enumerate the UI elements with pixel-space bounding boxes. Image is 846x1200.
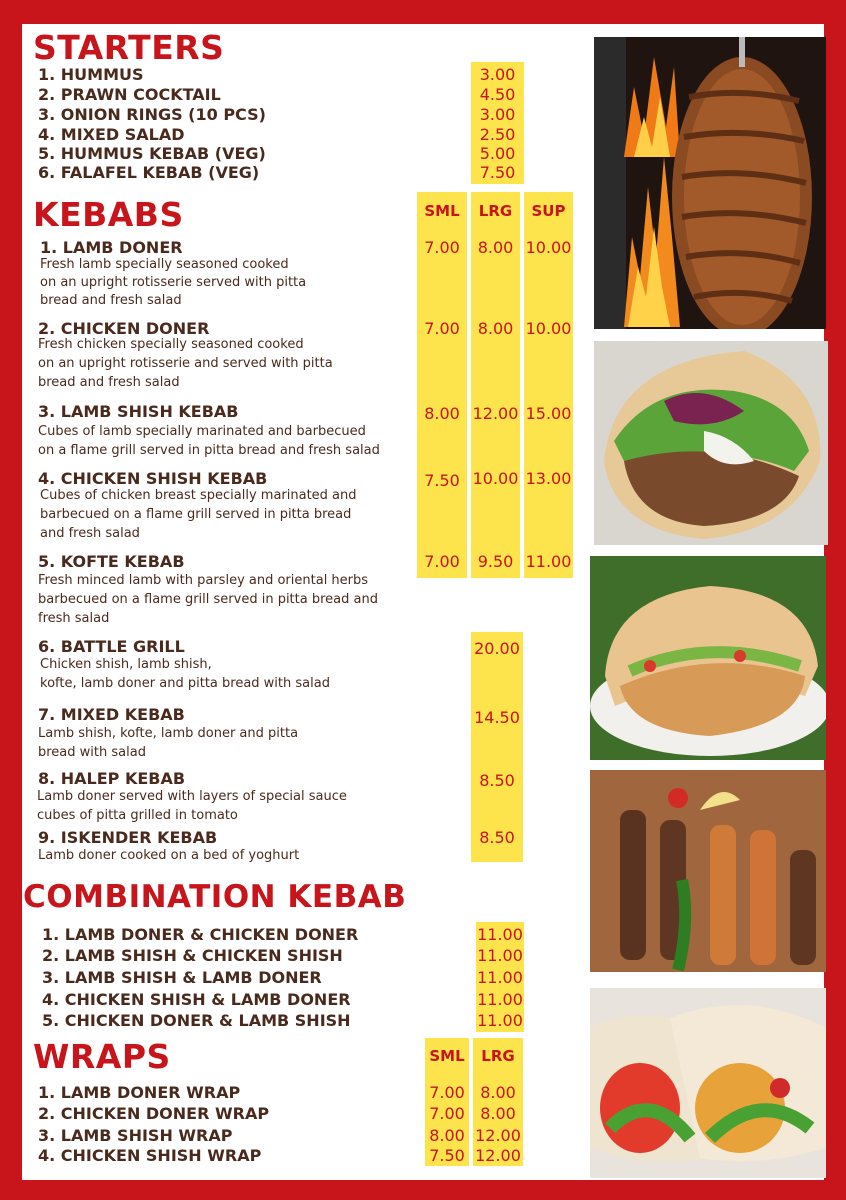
wrap-price-sml: 8.00 (429, 1126, 465, 1145)
combination-heading: COMBINATION KEBAB (23, 879, 407, 915)
kebab-item-desc: Fresh lamb specially seasoned cooked (40, 257, 289, 272)
starter-item-name: 4. MIXED SALAD (38, 125, 185, 144)
kebab-item-desc: Cubes of chicken breast specially marinated and (40, 488, 357, 503)
kebab-item-desc: Lamb doner cooked on a bed of yoghurt (38, 848, 300, 863)
wraps-heading: WRAPS (33, 1037, 171, 1076)
kebab-item-name: 9. ISKENDER KEBAB (38, 828, 218, 847)
kebab-item-desc: Lamb doner served with layers of special sauce (37, 789, 347, 804)
kebab-price: 20.00 (474, 639, 520, 658)
kebab-item-name: 2. CHICKEN DONER (38, 319, 210, 338)
wrap-price-lrg: 12.00 (475, 1126, 521, 1145)
kebab-item-desc: Chicken shish, lamb shish, (40, 657, 212, 672)
kebab-item-desc: on a flame grill served in pitta bread and fresh salad (38, 443, 380, 458)
kebab-price-sup: 13.00 (525, 469, 572, 488)
kebab-item-desc: and fresh salad (40, 526, 140, 541)
kebab-price-lrg: 10.00 (472, 469, 519, 488)
wrap-price-sml: 7.00 (429, 1083, 465, 1102)
kebab-price-sml: 7.00 (424, 238, 460, 257)
kebab-item-desc: on an upright rotisserie served with pitta (40, 275, 307, 290)
kebab-item-desc: cubes of pitta grilled in tomato (37, 808, 238, 823)
wrap-item-name: 1. LAMB DONER WRAP (38, 1083, 241, 1102)
combo-item-price: 11.00 (477, 990, 523, 1009)
kebab-price-sml: 7.00 (424, 552, 460, 571)
combo-item-price: 11.00 (477, 1011, 523, 1030)
kebab-item-desc: Fresh chicken specially seasoned cooked (38, 337, 304, 352)
kebab-item-name: 8. HALEP KEBAB (38, 769, 186, 788)
chicken-pitta-photo (590, 556, 826, 760)
kebab-item-name: 5. KOFTE KEBAB (38, 552, 185, 571)
combo-item-name: 4. CHICKEN SHISH & LAMB DONER (42, 990, 351, 1009)
kebab-price-sup: 11.00 (525, 552, 572, 571)
kebab-item-name: 3. LAMB SHISH KEBAB (38, 402, 239, 421)
starter-item-price: 3.00 (479, 65, 516, 84)
starter-item-price: 5.00 (479, 144, 516, 163)
starter-item-price: 4.50 (479, 85, 516, 104)
kebab-price-lrg: 12.00 (472, 404, 519, 423)
wraps-col-sml: SML (429, 1047, 465, 1065)
kebab-item-desc: fresh salad (38, 611, 110, 626)
kebab-item-desc: bread and fresh salad (40, 293, 182, 308)
starter-item-name: 5. HUMMUS KEBAB (VEG) (38, 144, 266, 163)
kebab-price-sup: 10.00 (525, 319, 572, 338)
combo-item-name: 3. LAMB SHISH & LAMB DONER (42, 968, 322, 987)
starter-item-price: 7.50 (479, 163, 516, 182)
shish-skewers-photo (590, 770, 826, 972)
starter-item-price: 3.00 (479, 105, 516, 124)
kebab-price-sml: 8.00 (424, 404, 460, 423)
kebab-item-desc: barbecued on a flame grill served in pitta bread and (38, 592, 378, 607)
kebab-item-desc: Fresh minced lamb with parsley and oriental herbs (38, 573, 369, 588)
doner-rotisserie-photo (594, 37, 826, 329)
kebab-item-name: 7. MIXED KEBAB (38, 705, 185, 724)
kebabs-heading: KEBABS (33, 195, 184, 234)
wrap-price-lrg: 8.00 (480, 1083, 516, 1102)
doner-pitta-photo (594, 341, 828, 545)
kebab-item-name: 6. BATTLE GRILL (38, 637, 185, 656)
wrap-item-name: 2. CHICKEN DONER WRAP (38, 1104, 270, 1123)
kebabs-col-sup: SUP (531, 202, 566, 220)
wrap-price-lrg: 8.00 (480, 1104, 516, 1123)
kebab-item-desc: Cubes of lamb specially marinated and barbecued (38, 424, 366, 439)
starter-item-name: 2. PRAWN COCKTAIL (38, 85, 221, 104)
starter-item-name: 3. ONION RINGS (10 PCS) (38, 105, 266, 124)
kebab-item-desc: bread with salad (38, 745, 146, 760)
combo-item-name: 1. LAMB DONER & CHICKEN DONER (42, 925, 359, 944)
wrap-price-sml: 7.50 (429, 1146, 465, 1165)
combo-item-price: 11.00 (477, 946, 523, 965)
kebabs-col-sml: SML (424, 202, 460, 220)
kebab-price: 8.50 (479, 828, 515, 847)
kebab-item-desc: bread and fresh salad (38, 375, 180, 390)
combo-item-price: 11.00 (477, 968, 523, 987)
combo-item-name: 5. CHICKEN DONER & LAMB SHISH (42, 1011, 351, 1030)
wrap-item-name: 4. CHICKEN SHISH WRAP (38, 1146, 262, 1165)
kebab-price-sup: 15.00 (525, 404, 572, 423)
starters-heading: STARTERS (33, 28, 225, 67)
kebab-item-desc: kofte, lamb doner and pitta bread with salad (40, 676, 330, 691)
kebab-price-lrg: 8.00 (477, 319, 514, 338)
kebab-price-sml: 7.50 (424, 471, 460, 490)
wrap-price-sml: 7.00 (429, 1104, 465, 1123)
kebab-price: 14.50 (474, 708, 520, 727)
combo-item-price: 11.00 (477, 925, 523, 944)
combo-item-name: 2. LAMB SHISH & CHICKEN SHISH (42, 946, 343, 965)
starter-item-price: 2.50 (479, 125, 516, 144)
kebab-item-name: 4. CHICKEN SHISH KEBAB (38, 469, 268, 488)
kebab-item-desc: on an upright rotisserie and served with pitta (38, 356, 333, 371)
kebab-price-lrg: 9.50 (477, 552, 514, 571)
wrap-price-lrg: 12.00 (475, 1146, 521, 1165)
kebab-item-desc: barbecued on a flame grill served in pitta bread (40, 507, 352, 522)
kebabs-col-lrg: LRG (478, 202, 513, 220)
kebab-price-lrg: 8.00 (477, 238, 514, 257)
starter-item-name: 6. FALAFEL KEBAB (VEG) (38, 163, 260, 182)
kebab-item-desc: Lamb shish, kofte, lamb doner and pitta (38, 726, 299, 741)
starter-item-name: 1. HUMMUS (38, 65, 144, 84)
wrap-item-name: 3. LAMB SHISH WRAP (38, 1126, 233, 1145)
wraps-photo (590, 988, 826, 1178)
kebab-price: 8.50 (479, 771, 515, 790)
kebab-price-sup: 10.00 (525, 238, 572, 257)
kebab-item-name: 1. LAMB DONER (40, 238, 183, 257)
kebab-price-sml: 7.00 (424, 319, 460, 338)
wraps-col-lrg: LRG (481, 1047, 515, 1065)
